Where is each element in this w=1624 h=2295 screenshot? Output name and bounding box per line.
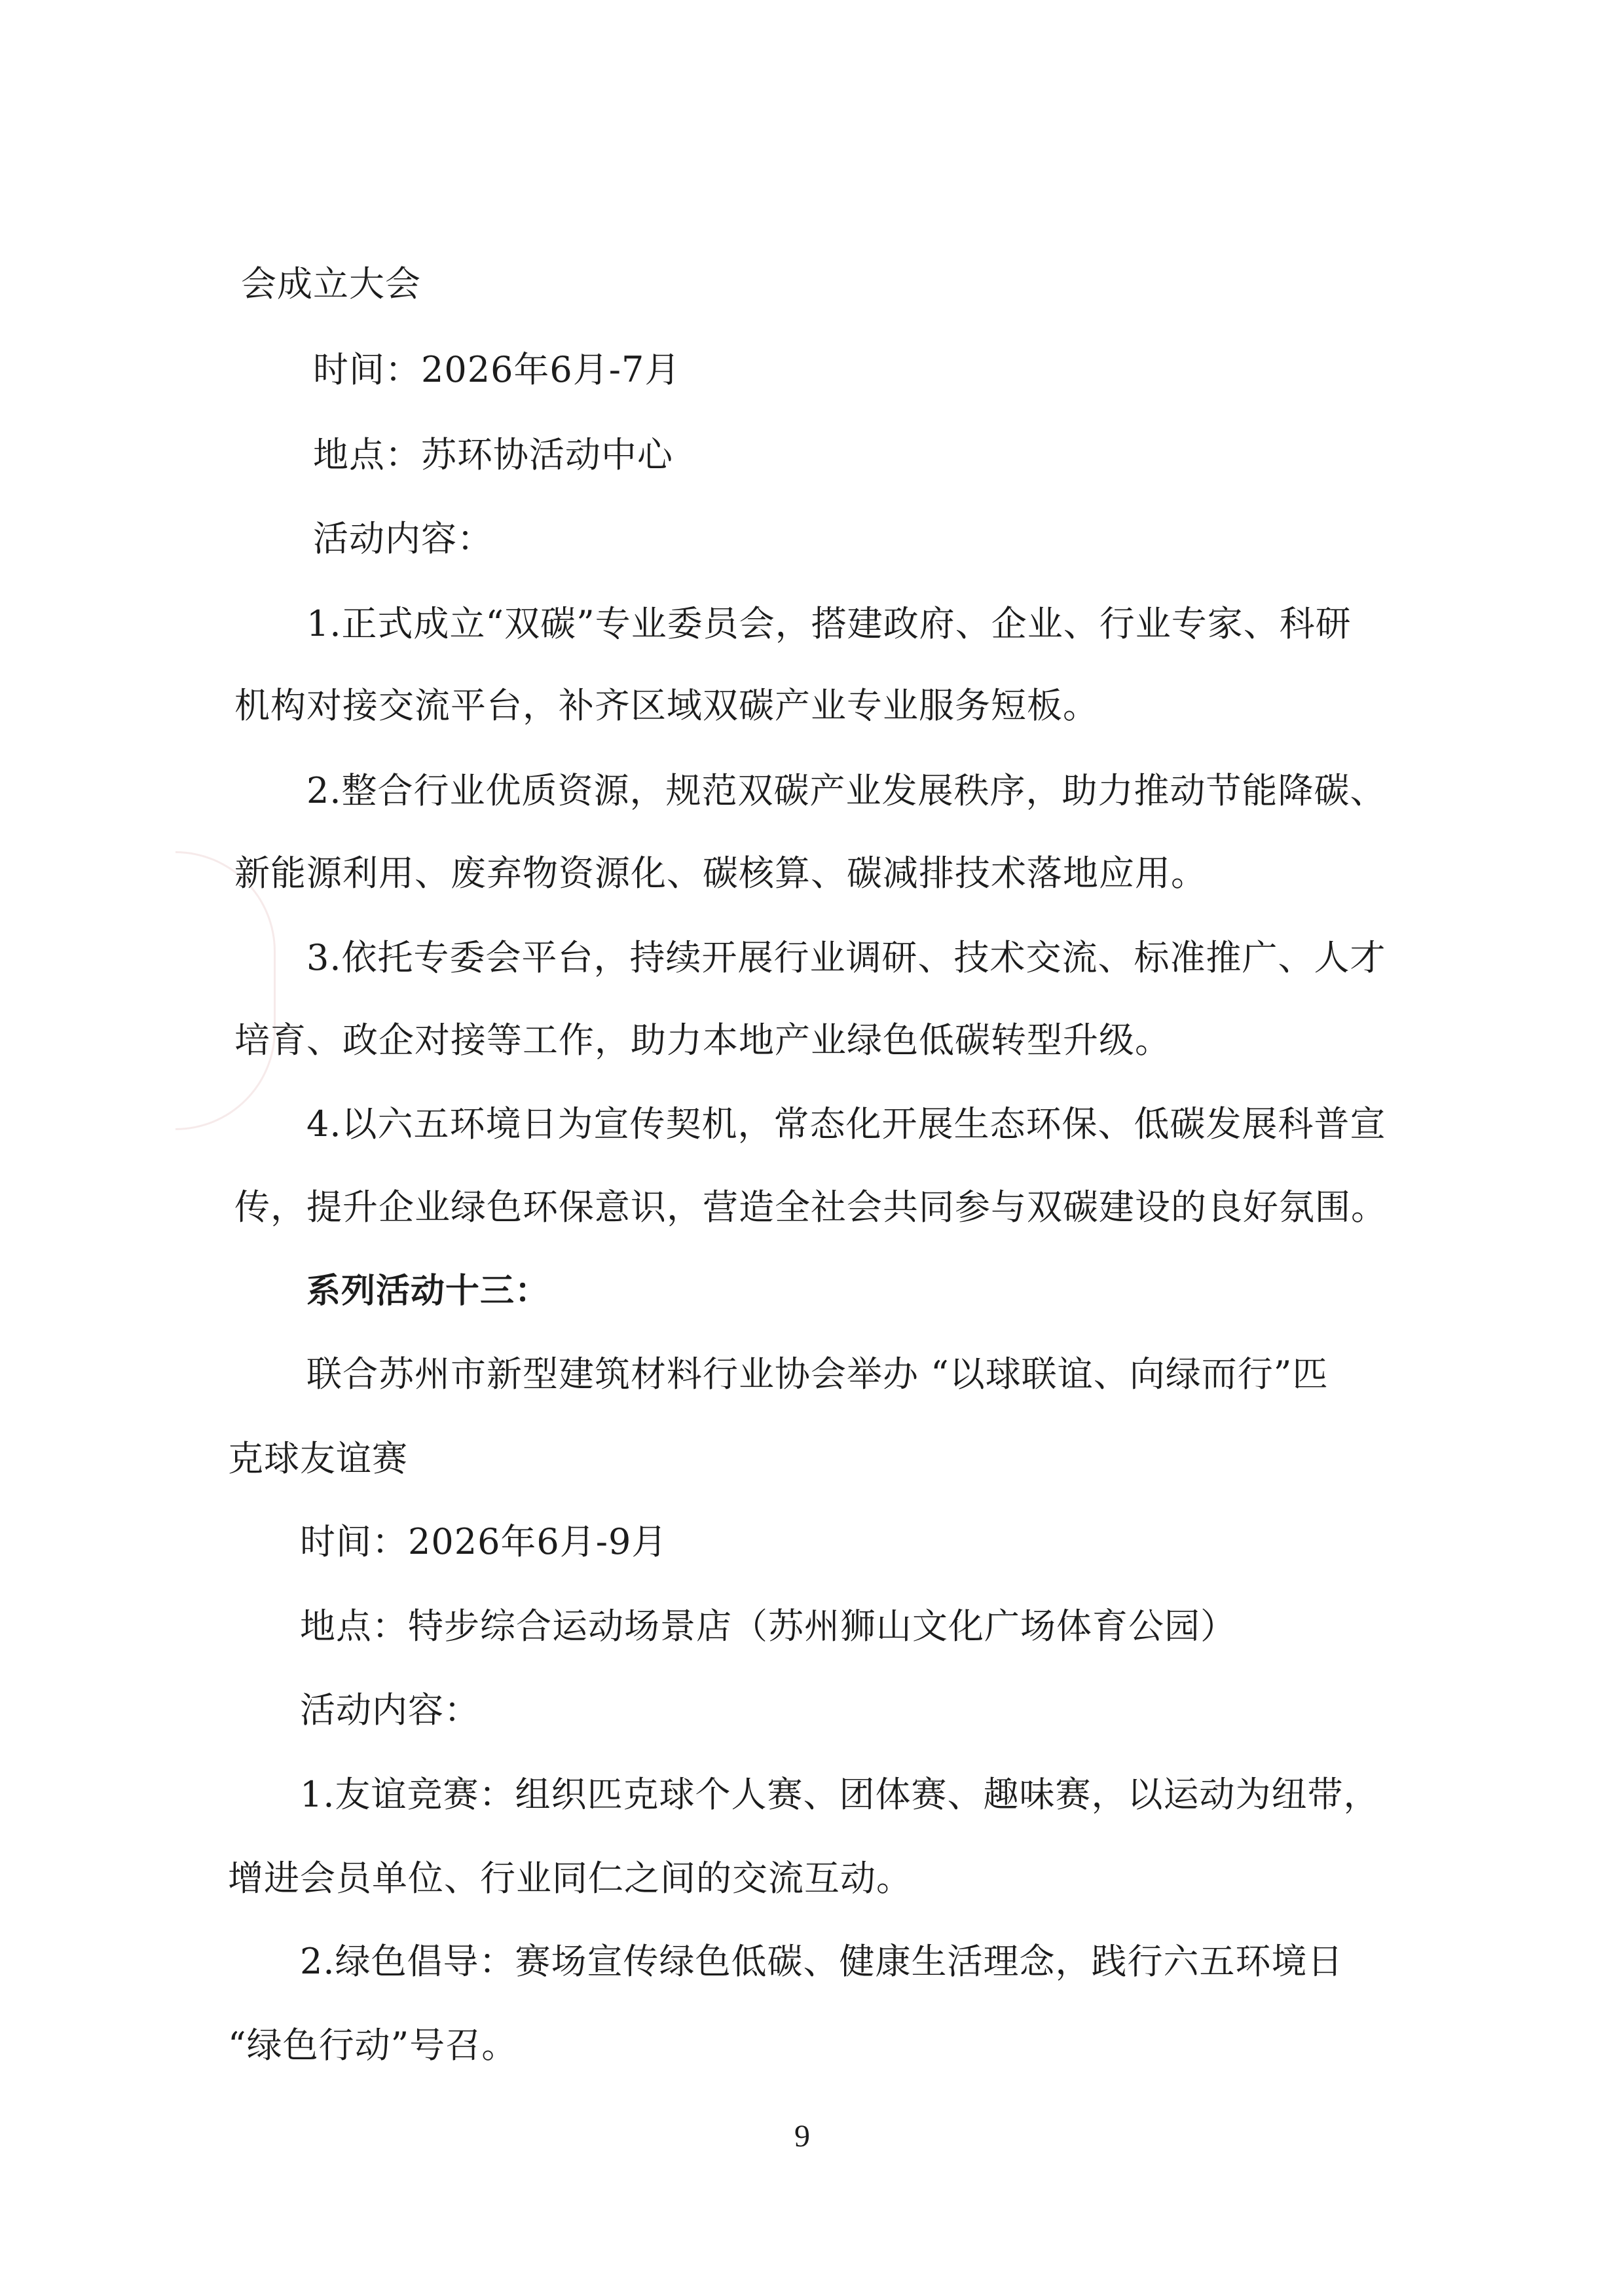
text-line: 增进会员单位、行业同仁之间的交流互动。	[228, 1858, 912, 1899]
text-line: 会成立大会	[241, 263, 421, 304]
text-line-time: 时间：2026年6月-9月	[300, 1521, 668, 1562]
text-line-time: 时间：2026年6月-7月	[313, 349, 681, 390]
text-line: “绿色行动”号召。	[228, 2025, 518, 2066]
text-line: 机构对接交流平台，补齐区域双碳产业专业服务短板。	[234, 685, 1099, 726]
section-heading: 系列活动十三：	[306, 1272, 550, 1311]
text-line: 1.友谊竞赛：组织匹克球个人赛、团体赛、趣味赛，以运动为纽带，	[300, 1774, 1380, 1815]
text-line: 传，提升企业绿色环保意识，营造全社会共同参与双碳建设的良好氛围。	[234, 1186, 1387, 1228]
text-line: 培育、政企对接等工作，助力本地产业绿色低碳转型升级。	[234, 1019, 1171, 1061]
page-number: 9	[794, 2119, 810, 2154]
text-line-content-heading: 活动内容：	[313, 518, 493, 559]
text-line-content-heading: 活动内容：	[300, 1689, 480, 1731]
text-line: 1.正式成立“双碳”专业委员会，搭建政府、企业、行业专家、科研	[306, 603, 1352, 644]
text-line: 3.依托专委会平台，持续开展行业调研、技术交流、标准推广、人才	[306, 937, 1386, 978]
text-line: 4.以六五环境日为宣传契机，常态化开展生态环保、低碳发展科普宣	[306, 1103, 1386, 1145]
text-line-location: 地点：苏环协活动中心	[313, 434, 673, 475]
text-line: 克球友谊赛	[228, 1438, 408, 1479]
text-line-location: 地点：特步综合运动场景店（苏州狮山文化广场体育公园）	[300, 1606, 1236, 1647]
text-line: 新能源利用、废弃物资源化、碳核算、碳减排技术落地应用。	[234, 853, 1207, 894]
text-line: 2.绿色倡导：赛场宣传绿色低碳、健康生活理念，践行六五环境日	[300, 1941, 1344, 1982]
text-line: 联合苏州市新型建筑材料行业协会举办 “以球联谊、向绿而行”匹	[306, 1353, 1329, 1395]
text-line: 2.整合行业优质资源，规范双碳产业发展秩序，助力推动节能降碳、	[306, 770, 1386, 811]
